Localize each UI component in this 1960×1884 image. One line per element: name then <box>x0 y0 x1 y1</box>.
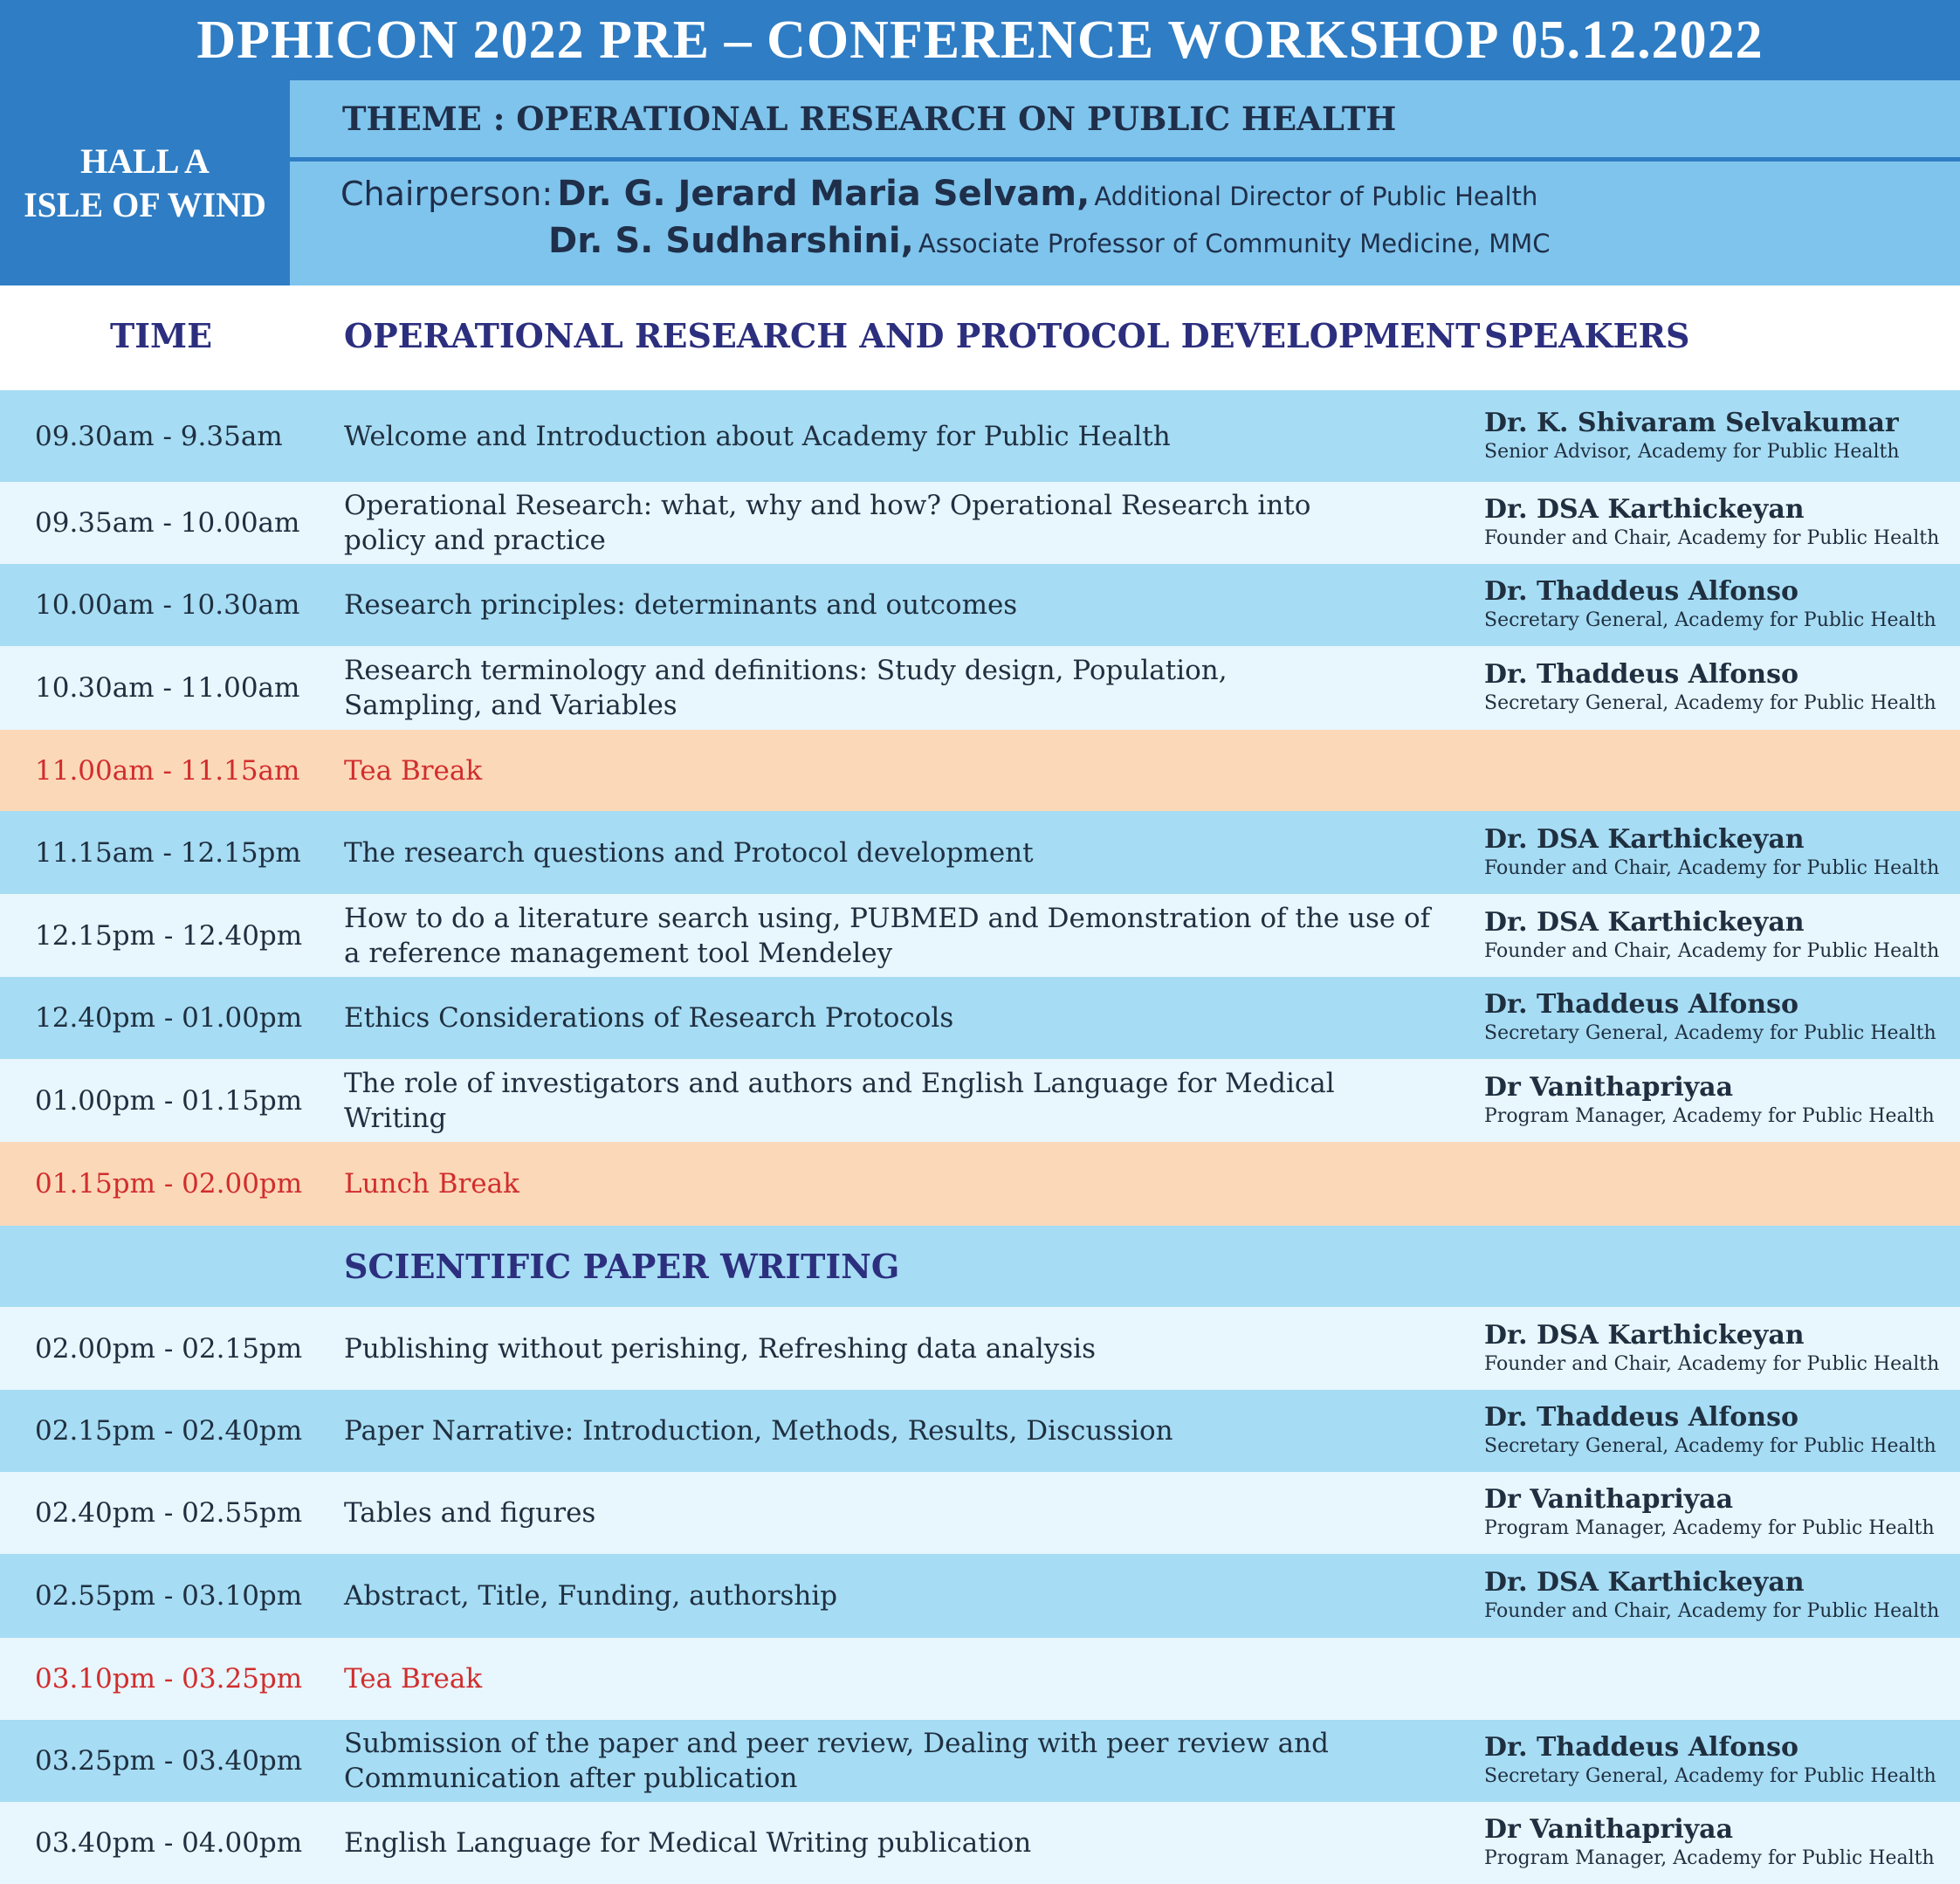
session-topic-line: Research terminology and definitions: Study design, Population, <box>344 655 1228 686</box>
table-row <box>0 482 1960 564</box>
session-time: 11.00am - 11.15am <box>35 754 300 787</box>
column-header-time: TIME <box>110 316 213 355</box>
section-title: SCIENTIFIC PAPER WRITING <box>344 1247 900 1286</box>
session-topic-line: Tea Break <box>344 754 483 787</box>
speaker-cell <box>1484 894 1956 977</box>
speaker-cell <box>1484 1059 1956 1142</box>
speaker-role: Program Manager, Academy for Public Health <box>1484 1847 1935 1869</box>
session-topic-line: policy and practice <box>344 525 606 556</box>
break-row <box>0 1142 1960 1226</box>
session-time: 11.15am - 12.15pm <box>35 836 301 869</box>
speaker-role: Program Manager, Academy for Public Health <box>1484 1517 1935 1539</box>
session-time: 10.30am - 11.00am <box>35 672 300 704</box>
speaker-role: Senior Advisor, Academy for Public Health <box>1484 440 1900 463</box>
session-topic-line: Tea Break <box>344 1663 483 1695</box>
session-topic <box>344 564 1444 646</box>
session-topic <box>344 482 1444 564</box>
session-topic-line: How to do a literature search using, PUBMED and Demonstration of the use of <box>344 902 1431 934</box>
session-time: 01.00pm - 01.15pm <box>35 1084 303 1117</box>
speaker-cell <box>1484 1390 1956 1472</box>
session-time: 12.40pm - 01.00pm <box>35 1002 303 1034</box>
session-topic-line: Tables and figures <box>344 1497 596 1529</box>
session-topic-line: The research questions and Protocol development <box>344 836 1034 869</box>
session-topic <box>344 1390 1444 1472</box>
table-row <box>0 1554 1960 1638</box>
speaker-role: Founder and Chair, Academy for Public Health <box>1484 527 1940 549</box>
session-topic <box>344 894 1444 977</box>
speaker-role: Founder and Chair, Academy for Public Health <box>1484 856 1940 879</box>
session-topic <box>344 390 1444 482</box>
session-topic-line: Research principles: determinants and outcomes <box>344 589 1018 621</box>
speaker-cell <box>1484 1307 1956 1390</box>
speaker-cell <box>1484 1554 1956 1638</box>
speaker-role: Secretary General, Academy for Public Health <box>1484 1435 1936 1457</box>
session-topic <box>344 811 1444 894</box>
speaker-cell <box>1484 482 1956 564</box>
speaker-role: Founder and Chair, Academy for Public Health <box>1484 1352 1940 1375</box>
session-time: 03.25pm - 03.40pm <box>35 1745 303 1777</box>
speaker-name: Dr Vanithapriyaa <box>1484 1484 1734 1515</box>
session-topic <box>344 977 1444 1059</box>
session-topic <box>344 1638 1444 1720</box>
break-row <box>0 1638 1960 1720</box>
speaker-role: Program Manager, Academy for Public Health <box>1484 1104 1935 1127</box>
session-topic <box>344 1142 1444 1226</box>
table-row <box>0 646 1960 730</box>
speaker-cell <box>1484 390 1956 482</box>
speaker-role: Founder and Chair, Academy for Public Health <box>1484 1600 1940 1622</box>
session-topic <box>344 1472 1444 1554</box>
speaker-cell <box>1484 646 1956 730</box>
speaker-name: Dr. DSA Karthickeyan <box>1484 494 1805 525</box>
speaker-name: Dr. DSA Karthickeyan <box>1484 1319 1805 1351</box>
speaker-name: Dr. Thaddeus Alfonso <box>1484 1402 1799 1433</box>
column-header-speakers: SPEAKERS <box>1484 316 1690 355</box>
speaker-name: Dr. Thaddeus Alfonso <box>1484 659 1799 690</box>
table-row <box>0 811 1960 894</box>
table-row <box>0 1390 1960 1472</box>
session-topic-line: Abstract, Title, Funding, authorship <box>344 1580 838 1612</box>
session-topic-line: Paper Narrative: Introduction, Methods, Results, Discussion <box>344 1415 1173 1447</box>
speaker-cell <box>1484 1472 1956 1554</box>
hall-venue: ISLE OF WIND <box>24 184 266 224</box>
chairperson-panel <box>290 162 1960 285</box>
session-time: 09.35am - 10.00am <box>35 507 300 539</box>
session-time: 10.00am - 10.30am <box>35 589 300 621</box>
speaker-role: Secretary General, Academy for Public Health <box>1484 1765 1936 1787</box>
chairperson-line-1 <box>340 174 1537 214</box>
table-row <box>0 1472 1960 1554</box>
table-row <box>0 1307 1960 1390</box>
session-time: 03.40pm - 04.00pm <box>35 1827 303 1859</box>
speaker-role: Secretary General, Academy for Public Health <box>1484 609 1936 631</box>
speaker-role: Founder and Chair, Academy for Public Health <box>1484 939 1940 962</box>
session-topic <box>344 1720 1444 1802</box>
session-time: 12.15pm - 12.40pm <box>35 919 303 952</box>
session-topic <box>344 730 1444 811</box>
session-topic-line: a reference management tool Mendeley <box>344 937 893 969</box>
speaker-name: Dr. Thaddeus Alfonso <box>1484 1732 1799 1763</box>
session-topic-line: English Language for Medical Writing publication <box>344 1827 1032 1859</box>
table-row <box>0 1059 1960 1142</box>
session-time: 09.30am - 9.35am <box>35 420 283 452</box>
speaker-name: Dr. DSA Karthickeyan <box>1484 906 1805 938</box>
speaker-name: Dr. Thaddeus Alfonso <box>1484 989 1799 1020</box>
break-row <box>0 730 1960 811</box>
session-topic-line: Ethics Considerations of Research Protocols <box>344 1002 954 1034</box>
speaker-cell <box>1484 811 1956 894</box>
speaker-role: Secretary General, Academy for Public Health <box>1484 1022 1936 1044</box>
session-time: 02.00pm - 02.15pm <box>35 1332 303 1365</box>
chairperson-role: Additional Director of Public Health <box>1094 182 1538 211</box>
session-time: 01.15pm - 02.00pm <box>35 1168 303 1200</box>
session-topic <box>344 646 1444 730</box>
speaker-role: Secretary General, Academy for Public Health <box>1484 692 1936 714</box>
speaker-name: Dr. K. Shivaram Selvakumar <box>1484 407 1899 438</box>
session-topic <box>344 1307 1444 1390</box>
session-topic <box>344 1059 1444 1142</box>
session-time: 03.10pm - 03.25pm <box>35 1663 303 1695</box>
theme-title: THEME : OPERATIONAL RESEARCH ON PUBLIC HEALTH <box>342 100 1397 138</box>
session-topic-line: Publishing without perishing, Refreshing data analysis <box>344 1332 1096 1365</box>
session-topic-line: Sampling, and Variables <box>344 690 677 721</box>
table-row <box>0 977 1960 1059</box>
chairperson-role: Associate Professor of Community Medicine, MMC <box>918 229 1551 258</box>
session-time: 02.15pm - 02.40pm <box>35 1415 303 1447</box>
table-row <box>0 1802 1960 1884</box>
speaker-cell <box>1484 1802 1956 1884</box>
speaker-name: Dr. DSA Karthickeyan <box>1484 823 1805 855</box>
table-row <box>0 894 1960 977</box>
table-row <box>0 1720 1960 1802</box>
speaker-name: Dr. Thaddeus Alfonso <box>1484 576 1799 607</box>
session-topic-line: Submission of the paper and peer review, Dealing with peer review and <box>344 1728 1329 1759</box>
section-header-row <box>0 1226 1960 1307</box>
session-topic <box>344 1802 1444 1884</box>
session-topic-line: Welcome and Introduction about Academy for Public Health <box>344 420 1171 452</box>
chairperson-name: Dr. S. Sudharshini, <box>548 221 914 261</box>
table-row <box>0 390 1960 482</box>
chairperson-label: Chairperson: <box>340 175 554 213</box>
hall-name: HALL A <box>80 141 210 181</box>
session-time: 02.55pm - 03.10pm <box>35 1580 303 1612</box>
session-topic-line: The role of investigators and authors and English Language for Medical Writing <box>344 1067 1335 1134</box>
page-title: DPHICON 2022 PRE – CONFERENCE WORKSHOP 05.12.2022 <box>0 0 1960 80</box>
session-topic-line: Communication after publication <box>344 1763 798 1794</box>
session-topic <box>344 1554 1444 1638</box>
hall-label <box>0 80 290 285</box>
chairperson-name: Dr. G. Jerard Maria Selvam, <box>557 174 1090 214</box>
speaker-cell <box>1484 1720 1956 1802</box>
chairperson-line-2 <box>548 221 1551 261</box>
speaker-cell <box>1484 564 1956 646</box>
session-topic-line: Lunch Break <box>344 1168 519 1200</box>
column-header-topic: OPERATIONAL RESEARCH AND PROTOCOL DEVELOPMENT <box>344 316 1481 355</box>
speaker-name: Dr. DSA Karthickeyan <box>1484 1567 1805 1598</box>
session-time: 02.40pm - 02.55pm <box>35 1497 303 1529</box>
speaker-name: Dr Vanithapriyaa <box>1484 1814 1734 1845</box>
speaker-name: Dr Vanithapriyaa <box>1484 1071 1734 1103</box>
table-row <box>0 564 1960 646</box>
theme-banner <box>290 80 1960 159</box>
speaker-cell <box>1484 977 1956 1059</box>
session-topic-line: Operational Research: what, why and how? Operational Research into <box>344 490 1311 521</box>
